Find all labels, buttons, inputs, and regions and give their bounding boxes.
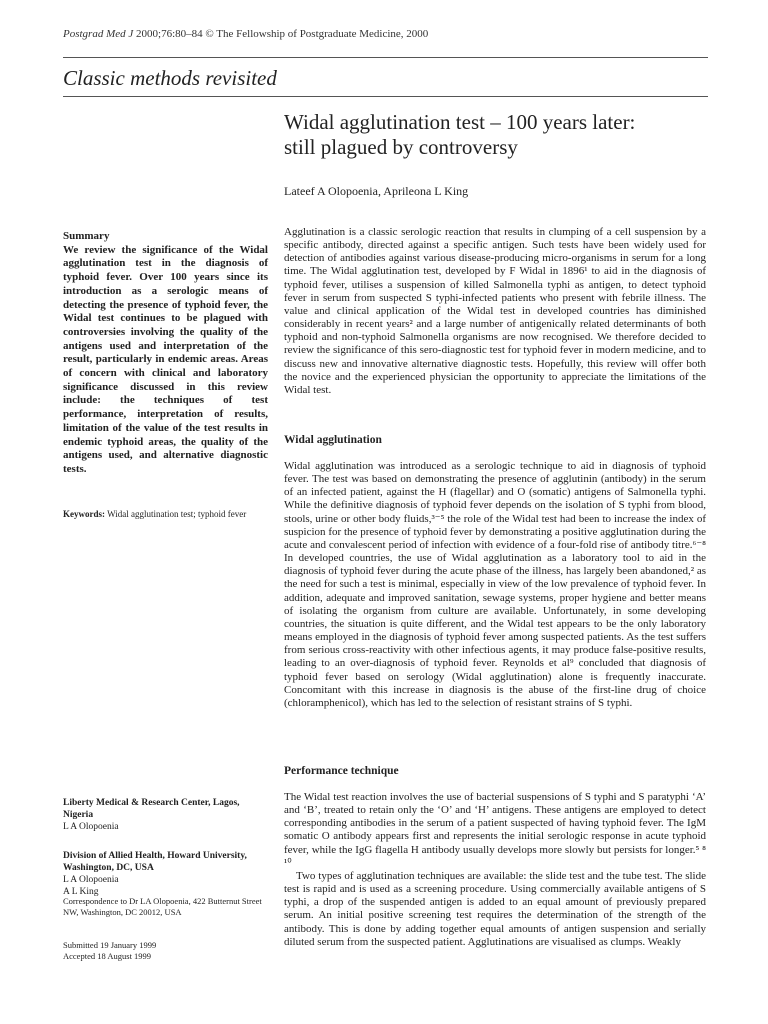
summary-text: We review the significance of the Widal agglutination test in the diagnosis of typhoid fever. Over 100 years since its introduction as a serologic means of detecting the presence of typhoid fever, the Widal test continues to be plagued with controversies involving the quality of the antigens used and interpretation of the result, particularly in endemic areas. Areas of concern with clinical and laboratory significance discussed in this review include: the techniques of test performance, interpretation of results, limitation of the value of the test results in endemic typhoid areas, the quality of the antigens used, and alternative diagnostic tests. <box>63 243 268 475</box>
correspondence: Correspondence to Dr LA Olopoenia, 422 Butternut Street NW, Washington, DC 20012, USA <box>63 896 262 917</box>
affiliation-1 <box>63 797 268 833</box>
keywords-label: Keywords: <box>63 509 105 519</box>
summary-box <box>63 230 268 477</box>
intro-paragraph <box>284 226 706 397</box>
affiliation-2 <box>63 838 268 898</box>
title-line-1: Widal agglutination test – 100 years later: <box>284 110 636 134</box>
journal-name: Postgrad Med J <box>63 28 134 40</box>
intro-text: Agglutination is a classic serologic reaction that results in clumping of a cell suspension by a specific antibody, directed against a specific antigen. Such tests have been widely used for detection of antibodies against various disease-producing micro-organisms in serum for a long time. The Widal agglutination test, developed by F Widal in 1896¹ to aid in the diagnosis of typhoid fever, utilises a suspension of killed Salmonella typhi as antigen, to detect typhoid fever in serum from suspected S typhi-infected patients who present with febrile illness. The value and clinical application of the Widal test in developed countries has diminished considerably in recent years² and a large number of antigenically related determinants of both typhoid and non-typhoid Salmonella organisms are now recognised. We therefore decided to review the significance of this sero-diagnostic test for typhoid fever in modern medicine, and to discuss new and innovative alternative diagnostic tests. Hopefully, this review will offer both the novice and the experienced physician the opportunity to appreciate the limitations of the Widal test. <box>284 226 706 396</box>
title-line-2: still plagued by controversy <box>284 135 518 159</box>
header-rule <box>63 57 708 58</box>
keywords <box>63 508 268 520</box>
affiliation-1-institution: Liberty Medical & Research Center, Lagos, Nigeria <box>63 798 240 820</box>
dates <box>63 940 268 962</box>
article-title <box>284 110 714 160</box>
performance-section <box>284 791 706 949</box>
affiliation-2-institution: Division of Allied Health, Howard University, Washington, DC, USA <box>63 851 247 873</box>
heading-widal-agglutination: Widal agglutination <box>284 434 382 446</box>
running-header <box>63 28 428 40</box>
section-rule <box>63 96 708 97</box>
submitted-date: Submitted 19 January 1999 <box>63 940 157 950</box>
performance-paragraph-2: Two types of agglutination techniques are available: the slide test and the tube test. The slide test is rapid and is used as a screening procedure. Using commercially available antigens of S typhi, a drop of the suspended antigen is added to an equal amount of previously prepared serum. An initial positive screening test requires the determination of the strength of the antibody. This is done by adding together equal amounts of antigen suspension and serially diluted serum from the suspected patient. Agglutinations are visualised as clumps. Weakly <box>284 869 706 948</box>
citation: 2000;76:80–84 © The Fellowship of Postgraduate Medicine, 2000 <box>133 28 429 40</box>
affiliation-2-people: L A Olopoenia A L King <box>63 875 119 897</box>
heading-performance-technique: Performance technique <box>284 765 399 777</box>
widal-section <box>284 460 706 710</box>
affiliation-1-people: L A Olopoenia <box>63 822 119 832</box>
section-title: Classic methods revisited <box>63 66 277 90</box>
performance-paragraph-1: The Widal test reaction involves the use of bacterial suspensions of S typhi and S paratyphi ‘A’ and ‘B’, treated to retain only the ‘O’ and ‘H’ antigens. These antigens are employed to detect corresponding antibodies in the serum of a patient suspected of having typhoid fever. The IgM somatic O antibody appears first and represents the initial serologic response in acute typhoid fever, while the IgG flagella H antibody usually develops more slowly but persists for longer.⁵ ⁸ ¹⁰ <box>284 791 706 869</box>
accepted-date: Accepted 18 August 1999 <box>63 951 152 961</box>
summary-heading: Summary <box>63 230 110 242</box>
keywords-text: Widal agglutination test; typhoid fever <box>105 509 247 519</box>
widal-text: Widal agglutination was introduced as a serologic technique to aid in diagnosis of typhoid fever. The test was based on demonstrating the presence of agglutinin (antibody) in the serum of an infected patient, against the H (flagellar) and O (somatic) antigens of Salmonella typhi. While the definitive diagnosis of typhoid fever depends on the isolation of S typhi from blood, stools, urine or other body fluids,³⁻⁵ the role of the Widal test had been to increase the index of suspicion for the presence of typhoid fever by demonstrating a positive agglutination during the acute and convalescent period of infection with evidence of a four-fold rise of antibody titre.⁶⁻⁸ In developed countries, the use of Widal agglutination as a laboratory tool to aid in the diagnosis of typhoid fever during the acute phase of the illness, has largely been abandoned,² as the need for such a test is minimal, especially in view of the low prevalence of typhoid fever. In addition, adequate and improved sanitation, sewage systems, proper hygiene and better means of isolating the organism from culture are available. Unfortunately, in some developing countries, the situation is quite different, and the Widal test appears to be the only laboratory means employed in the diagnosis of typhoid fever among suspected patients. As the test suffers from serious cross-reactivity with other infectious agents, it may produce false-positive results, leading to an over-diagnosis of typhoid fever. Reynolds et al⁹ concluded that diagnosis of typhoid fever based on serology (Widal agglutination) alone is frequently inaccurate. Concomitant with this increase in diagnosis is the abuse of the first-line drug of choice (chloramphenicol), which has led to the selection of resistant strains of S typhi. <box>284 460 706 709</box>
authors: Lateef A Olopoenia, Aprileona L King <box>284 184 469 198</box>
